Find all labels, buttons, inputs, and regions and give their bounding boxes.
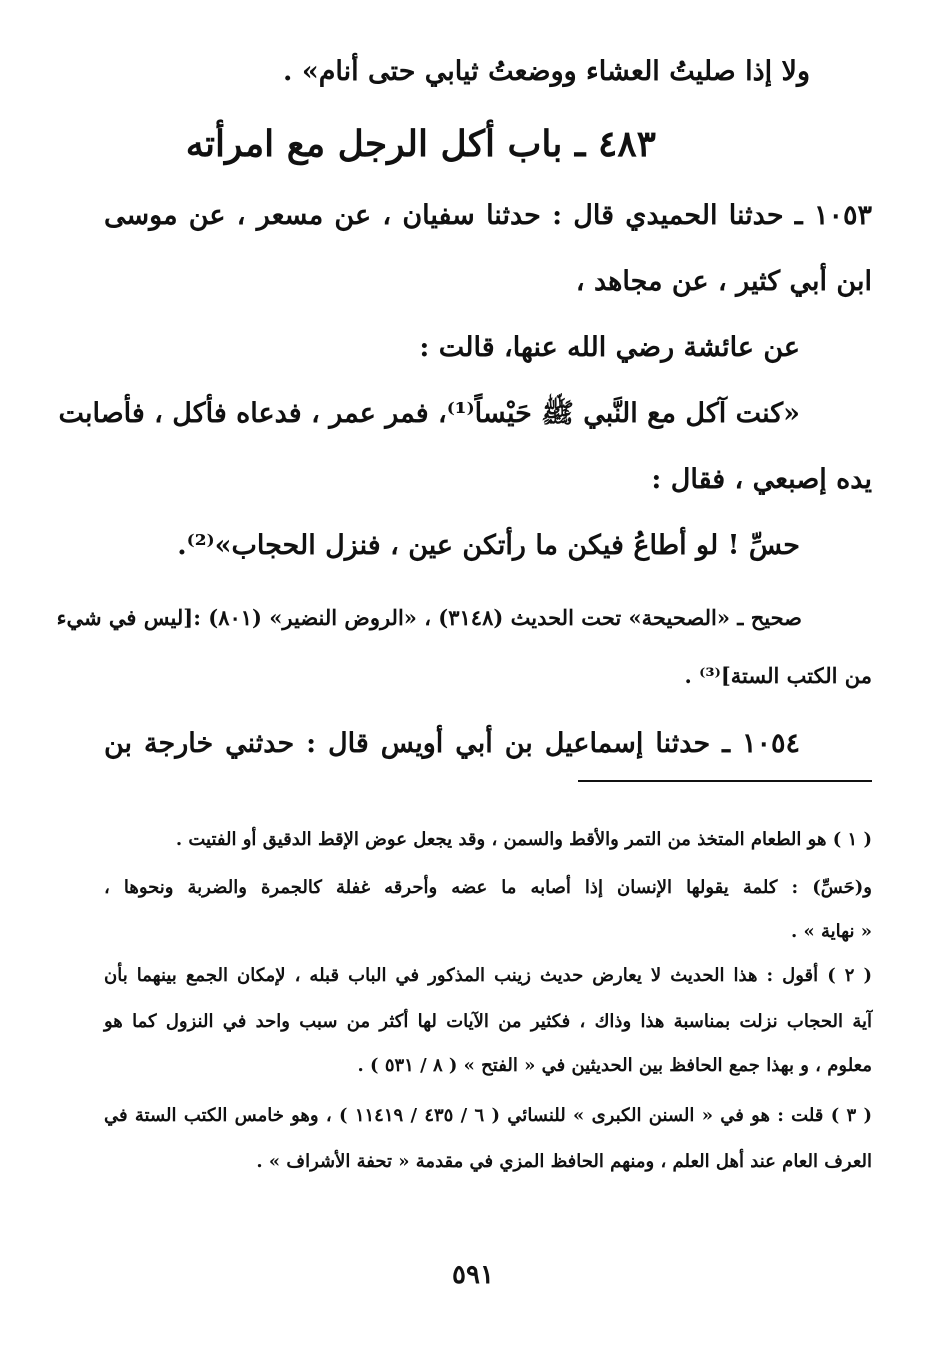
hadith-1053-text-line-2: يده إصبعي ، فقال : [651, 464, 872, 495]
footnote-divider [578, 780, 872, 782]
chapter-heading: ٤٨٣ ـ باب أكل الرجل مع امرأته [185, 123, 656, 165]
hadith-1053-line-1: ١٠٥٣ ـ حدثنا الحميدي قال : حدثنا سفيان ، عن مسعر ، عن موسى [104, 200, 872, 231]
grading-line-2: من الكتب الستة]⁽³⁾ . [684, 663, 872, 688]
hadith-1053-line-2: ابن أبي كثير ، عن مجاهد ، [575, 266, 872, 297]
footnote-1-line-2: و(حَسِّ) : كلمة يقولها الإنسان إذا أصابه ما عضه وأحرقه غفلة كالجمرة والضربة ونحوها ، [104, 877, 872, 898]
footnote-3-line-2: العرف العام عند أهل العلم ، ومنهم الحافظ المزي في مقدمة « تحفة الأشراف » . [256, 1151, 872, 1172]
footnote-2-line-3: معلوم ، و بهذا جمع الحافظ بين الحديثين في « الفتح » ( ٨ / ٥٣١ ) . [357, 1055, 872, 1076]
hadith-1053-text-line-3: حسِّ ! لو أطاعُ فيكن ما رأتكن عين ، فنزل الحجاب»⁽²⁾. [177, 530, 800, 561]
footnote-1-line-3: « نهاية » . [790, 921, 872, 942]
page-number: ٥٩١ [452, 1260, 494, 1290]
hadith-1054-line-1: ١٠٥٤ ـ حدثنا إسماعيل بن أبي أويس قال : حدثني خارجة بن [104, 728, 800, 759]
hadith-1053-narrator: عن عائشة رضي الله عنها، قالت : [419, 332, 800, 363]
footnote-2-line-1: ( ٢ ) أقول : هذا الحديث لا يعارض حديث زينب المذكور في الباب قبله ، لإمكان الجمع بينهما بأن [104, 965, 872, 986]
footnote-2-line-2: آية الحجاب نزلت بمناسبة هذا وذاك ، فكثير من الآيات لها أكثر من سبب واحد في النزول كما هو [104, 1011, 872, 1032]
hadith-1053-text-line-1: «كنت آكل مع النَّبي ﷺ حَيْساً⁽¹⁾، فمر عمر ، فدعاه فأكل ، فأصابت [58, 398, 800, 429]
grading-line-1: صحيح ـ «الصحيحة» تحت الحديث (٣١٤٨) ، «الروض النضير» (٨٠١) :[ليس في شيء [56, 605, 802, 630]
footnote-1-line-1: ( ١ ) هو الطعام المتخذ من التمر والأقط والسمن ، وقد يجعل عوض الإقط الدقيق أو الفتيت . [175, 829, 872, 850]
footnote-3-line-1: ( ٣ ) قلت : هو في « السنن الكبرى » للنسائي ( ٦ / ٤٣٥ / ١١٤١٩ ) ، وهو خامس الكتب الستة في [104, 1105, 872, 1126]
text-line-1: ولا إذا صليتُ العشاء ووضعتُ ثيابي حتى أنام» . [283, 56, 810, 87]
